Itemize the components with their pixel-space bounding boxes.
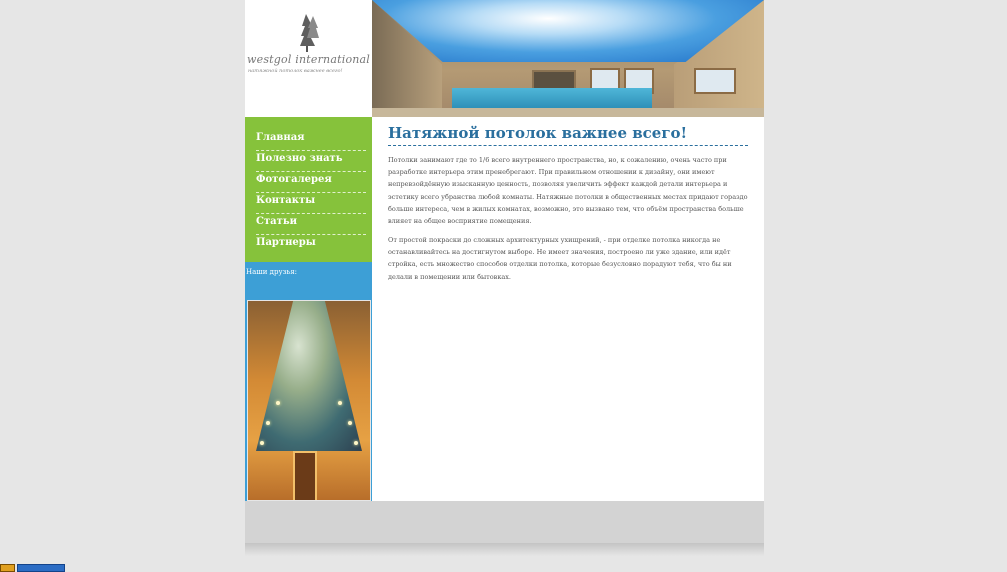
header-banner-image <box>372 0 764 117</box>
nav-item-useful-info[interactable]: Полезно знать <box>256 151 366 172</box>
sidebar-photo[interactable] <box>247 300 371 501</box>
nav-item-gallery[interactable]: Фотогалерея <box>256 172 366 193</box>
footer-shadow <box>245 543 764 556</box>
page-title: Натяжной потолок важнее всего! <box>388 124 688 142</box>
sidebar <box>245 117 372 501</box>
main-nav <box>245 117 372 262</box>
nav-item-articles[interactable]: Статьи <box>256 214 366 235</box>
tree-icon <box>298 14 320 52</box>
nav-item-home[interactable]: Главная <box>256 130 366 151</box>
logo-name: westgol international <box>247 53 371 66</box>
content-paragraph-1: Потолки занимают где то 1/6 всего внутреннего пространства, но, к сожалению, очень часто при разработке интерьера этим пренебрегают. При правильном отношении к дизайну, они имеют непревзойдённую изысканную ценность, позволяя увеличить эффект каждой детали интерьера и эстетику всего убранства любой комнаты. Натяжные потолки в общественных местах придают гораздо больше интереса, чем в жилых комнатах, возможно, это вызвано тем, что объём пространства больше влияет на общее восприятие помещения. <box>388 156 748 226</box>
counter-banner[interactable] <box>17 564 65 572</box>
counter-badge-icon[interactable] <box>0 564 15 572</box>
nav-item-contacts[interactable]: Контакты <box>256 193 366 214</box>
header <box>245 0 764 117</box>
title-divider <box>388 145 748 146</box>
site-logo[interactable] <box>245 0 372 117</box>
main-content <box>372 117 764 501</box>
logo-tagline: натяжной потолок важнее всего! <box>248 68 343 74</box>
content-paragraph-2: От простой покраски до сложных архитектурных ухищрений, - при отделке потолка никогда не останавливайтесь на достигнутом выборе. Не имеет значения, построено ли уже здание, или идёт стройка, есть множество способов отделки потолка, которые безусловно порадуют тебя, что бы ни делали в помещении или бытовках. <box>388 236 732 281</box>
friends-label: Наши друзья: <box>246 268 297 276</box>
page-container <box>245 0 764 556</box>
footer <box>245 501 764 543</box>
nav-item-partners[interactable]: Партнеры <box>256 237 316 248</box>
